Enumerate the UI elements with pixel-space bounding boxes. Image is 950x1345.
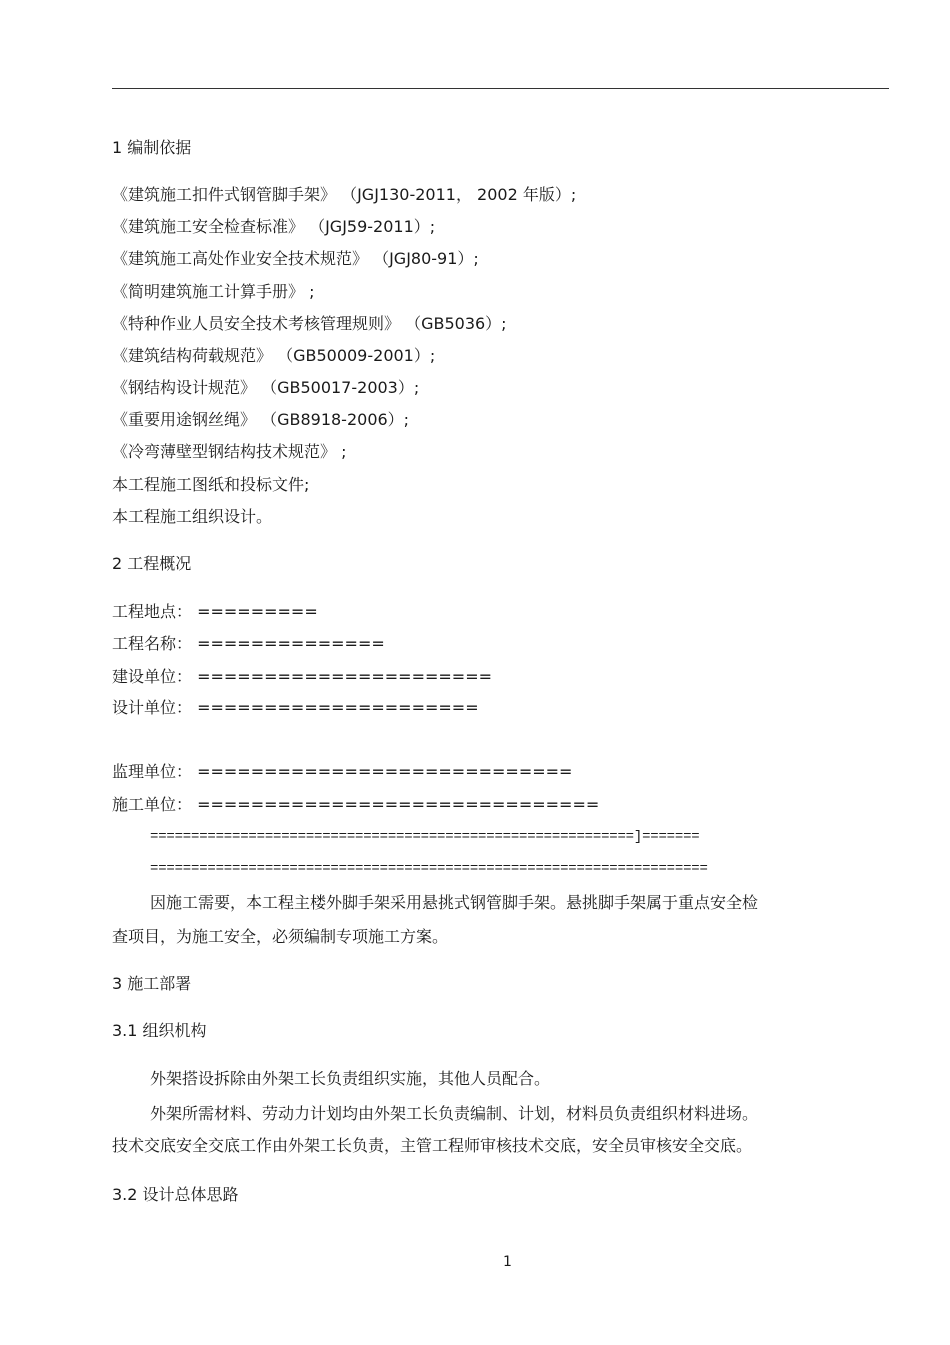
header-rule: [112, 88, 889, 89]
reference-item: 《冷弯薄壁型钢结构技术规范》 ;: [112, 442, 347, 461]
placeholder-line: ===========================================================]=======: [150, 829, 700, 845]
reference-item: 《建筑施工扣件式钢管脚手架》 （JGJ130-2011， 2002 年版）;: [112, 185, 577, 204]
body-paragraph: 因施工需要，本工程主楼外脚手架采用悬挑式钢管脚手架。悬挑脚手架属于重点安全检: [150, 893, 759, 912]
body-paragraph-continued: 技术交底安全交底工作由外架工长负责，主管工程师审核技术交底，安全员审核安全交底。: [112, 1136, 753, 1155]
body-paragraph-continued: 查项目，为施工安全，必须编制专项施工方案。: [112, 927, 449, 946]
section-1-heading: 1 编制依据: [112, 138, 192, 157]
reference-item: 《特种作业人员安全技术考核管理规则》 （GB5036）;: [112, 314, 507, 333]
project-name-line: 工程名称： ==============: [112, 634, 385, 653]
body-paragraph: 外架所需材料、劳动力计划均由外架工长负责编制、计划，材料员负责组织材料进场。: [150, 1104, 759, 1123]
reference-item: 本工程施工图纸和投标文件;: [112, 475, 310, 494]
owner-unit-line: 建设单位： ======================: [112, 667, 493, 686]
project-site-line: 工程地点： =========: [112, 602, 318, 621]
reference-item: 本工程施工组织设计。: [112, 507, 273, 526]
section-3-heading: 3 施工部署: [112, 974, 192, 993]
placeholder-line: ====================================================================: [150, 861, 708, 877]
reference-item: 《重要用途钢丝绳》 （GB8918-2006）;: [112, 410, 410, 429]
section-2-heading: 2 工程概况: [112, 554, 192, 573]
subsection-3-2-heading: 3.2 设计总体思路: [112, 1185, 239, 1204]
subsection-3-1-heading: 3.1 组织机构: [112, 1021, 207, 1040]
reference-item: 《钢结构设计规范》 （GB50017-2003）;: [112, 378, 420, 397]
reference-item: 《建筑施工高处作业安全技术规范》 （JGJ80-91）;: [112, 249, 479, 268]
page-number: 1: [503, 1254, 512, 1270]
reference-item: 《简明建筑施工计算手册》 ;: [112, 282, 315, 301]
reference-item: 《建筑结构荷载规范》 （GB50009-2001）;: [112, 346, 436, 365]
design-unit-line: 设计单位： =====================: [112, 698, 479, 717]
body-paragraph: 外架搭设拆除由外架工长负责组织实施，其他人员配合。: [150, 1069, 551, 1088]
reference-item: 《建筑施工安全检查标准》 （JGJ59-2011）;: [112, 217, 436, 236]
supervision-unit-line: 监理单位： ============================: [112, 762, 573, 781]
construction-unit-line: 施工单位： ==============================: [112, 795, 600, 814]
